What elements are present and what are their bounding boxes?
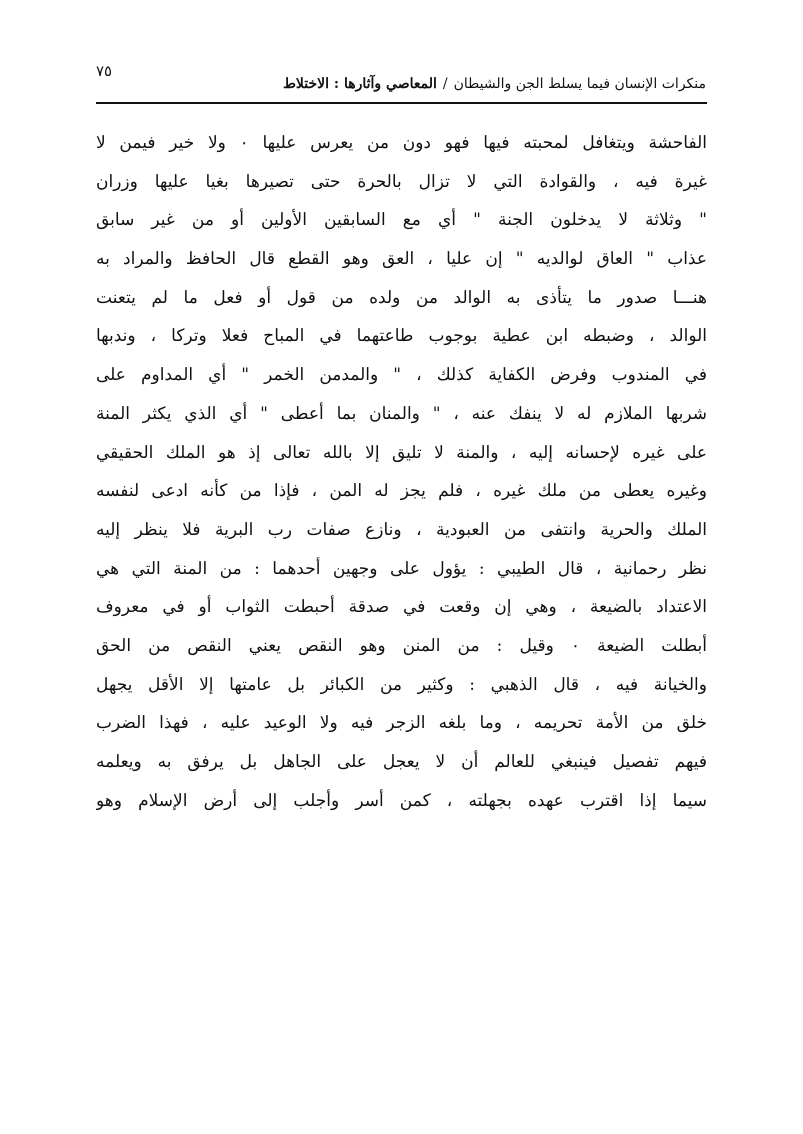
- body-line: في المندوب وفرض الكفاية كذلك ، " والمدمن الخمر " أي المداوم على: [96, 365, 707, 386]
- body-line: هنـــا صدور ما يتأذى به الوالد من ولده من قول أو فعل ما لم يتعنت: [96, 287, 707, 308]
- body-line: الاعتداد بالضيعة ، وهي إن وقعت في صدقة أحبطت الثواب أو في معروف: [96, 597, 707, 618]
- body-line: سيما إذا اقترب عهده بجهلته ، كمن أسر وأجلب إلى أرض الإسلام وهو: [96, 790, 707, 811]
- header-rule: [96, 102, 707, 104]
- running-header: [96, 76, 706, 98]
- body-line: عذاب " العاق لوالديه " إن عليا ، العق وهو القطع قال الحافظ والمراد به: [96, 249, 707, 270]
- body-line: نظر رحمانية ، قال الطيبي : يؤول على وجهين أحدهما : من المنة التي هي: [96, 558, 707, 579]
- header-separator: /: [442, 76, 448, 92]
- body-line: على غيره لإحسانه إليه ، والمنة لا تليق إلا بالله تعالى إذ هو الملك الحقيقي: [96, 442, 707, 463]
- body-line: الفاحشة ويتغافل لمحبته فيها فهو دون من يعرس عليها ٠ ولا خير فيمن لا: [96, 133, 707, 153]
- page-number: ٧٥: [96, 62, 113, 80]
- body-line: الوالد ، وضبطه ابن عطية بوجوب طاعتهما في المباح فعلا وتركا ، وندبها: [96, 326, 707, 347]
- body-line: " وثلاثة لا يدخلون الجنة " أي مع السابقين الأولين أو من غير سابق: [96, 210, 707, 231]
- body-line: غيرة فيه ، والقوادة التي لا تزال بالحرة حتى تصيرها بغيا عليها وزران: [96, 171, 707, 192]
- body-line: وغيره يعطى من ملك غيره ، فلم يجز له المن ، فإذا من كأنه ادعى لنفسه: [96, 481, 707, 502]
- body-line: خلق من الأمة تحريمه ، وما بلغه الزجر فيه ولا الوعيد عليه ، فهذا الضرب: [96, 713, 707, 734]
- body-text: [96, 124, 707, 820]
- body-line: الملك والحرية وانتفى من العبودية ، ونازع صفات رب البرية فلا ينظر إليه: [96, 519, 707, 540]
- body-line: فيهم تفصيل فينبغي للعالم أن لا يعجل على الجاهل بل يرفق به ويعلمه: [96, 752, 707, 772]
- chapter-title: المعاصي وآثارها : الاختلاط: [282, 76, 437, 92]
- body-line: شربها الملازم له لا ينفك عنه ، " والمنان بما أعطى " أي الذي يكثر المنة: [96, 403, 707, 424]
- body-line: أبطلت الضيعة ٠ وقيل : من المنن وهو النقص يعني النقص من الحق: [96, 635, 707, 656]
- book-title: منكرات الإنسان فيما يسلط الجن والشيطان: [453, 76, 706, 92]
- body-line: والخيانة فيه ، قال الذهبي : وكثير من الكبائر بل عامتها إلا الأقل يجهل: [96, 674, 707, 695]
